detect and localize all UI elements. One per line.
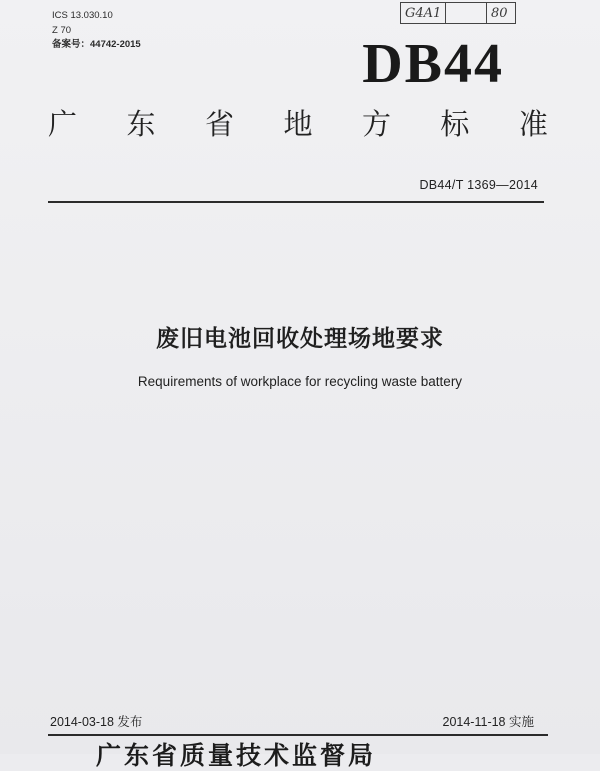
standard-logo: DB44 (362, 33, 504, 95)
implementation-date: 2014-11-18 实施 (442, 715, 534, 729)
standard-type-heading (48, 104, 548, 144)
archive-stamp (400, 2, 516, 24)
classification-code: Z 70 (52, 24, 72, 36)
standard-type-char: 广 (48, 107, 78, 141)
filing-number: 备案号：44742-2015 (52, 39, 141, 50)
standard-type-char: 准 (518, 107, 548, 141)
document-title-chinese: 废旧电池回收处理场地要求 (156, 326, 444, 352)
standard-type-char: 地 (283, 107, 313, 141)
stamp-blank-cell (446, 3, 487, 23)
ics-code: ICS 13.030.10 (52, 10, 113, 21)
standard-number: DB44/T 1369—2014 (419, 178, 538, 192)
stamp-code: G4A1 (401, 3, 446, 23)
standard-type-char: 方 (361, 107, 391, 141)
stamp-number: 80 (491, 5, 508, 21)
footer-divider (48, 734, 548, 736)
standard-type-char: 东 (126, 107, 156, 141)
issue-date: 2014-03-18 发布 (50, 715, 143, 729)
publisher-name: 广东省质量技术监督局 (96, 741, 377, 770)
document-title-english: Requirements of workplace for recycling waste battery (137, 374, 463, 389)
standard-type-char: 省 (204, 107, 234, 141)
standard-type-char: 标 (440, 107, 470, 141)
header-metadata (52, 9, 141, 53)
header-divider (48, 201, 544, 203)
